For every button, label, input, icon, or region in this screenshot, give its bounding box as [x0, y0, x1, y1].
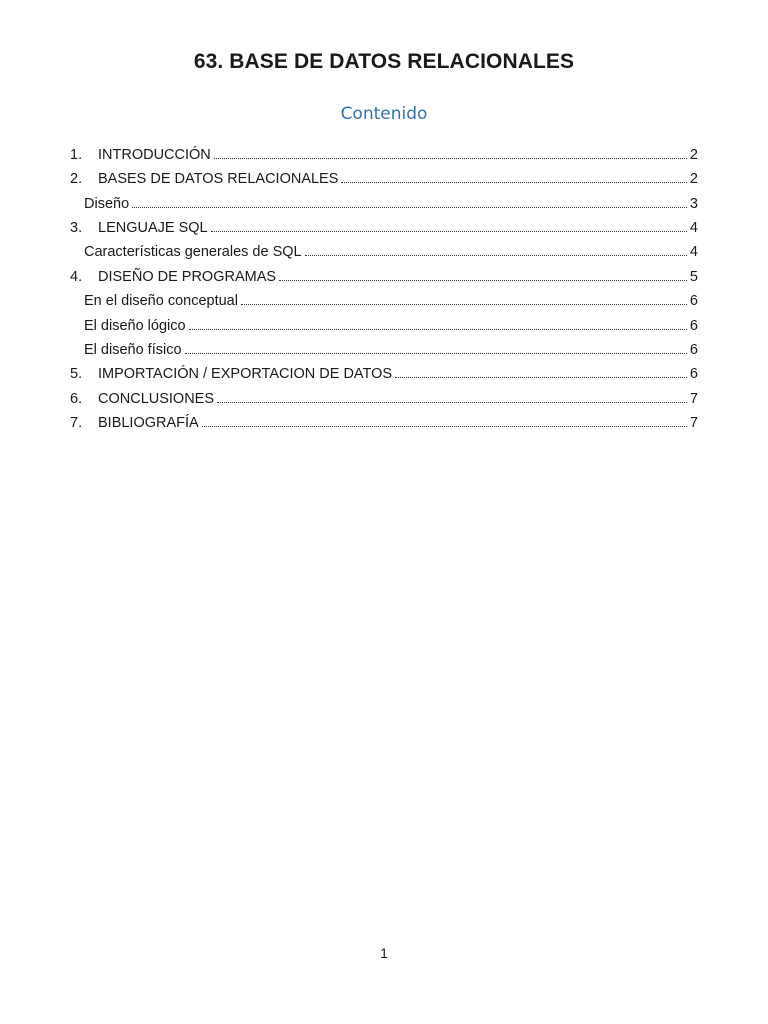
toc-entry-diseno-de-programas[interactable] — [70, 266, 698, 290]
toc-entry-conclusiones[interactable] — [70, 388, 698, 412]
toc-entry-label: INTRODUCCIÓN — [98, 146, 211, 163]
toc-entry-page: 6 — [689, 341, 698, 358]
toc-entry-label: BASES DE DATOS RELACIONALES — [98, 171, 339, 188]
toc-entry-introduccion[interactable] — [70, 144, 698, 168]
toc-dot-leader — [211, 217, 687, 232]
toc-dot-leader — [341, 168, 687, 183]
toc-entry-number: 7. — [70, 415, 83, 432]
toc-dot-leader — [395, 364, 687, 379]
toc-entry-label: BIBLIOGRAFÍA — [98, 415, 199, 432]
table-of-contents — [70, 144, 698, 437]
toc-entry-page: 2 — [689, 171, 698, 188]
toc-entry-label: DISEÑO DE PROGRAMAS — [98, 268, 277, 285]
toc-entry-diseno[interactable] — [70, 193, 698, 217]
toc-dot-leader — [305, 242, 687, 257]
toc-dot-leader — [202, 412, 687, 427]
toc-dot-leader — [185, 339, 687, 354]
toc-entry-diseno-fisico[interactable] — [70, 339, 698, 363]
toc-entry-number: 6. — [70, 390, 83, 407]
toc-entry-page: 2 — [689, 146, 698, 163]
toc-dot-leader — [217, 388, 687, 403]
toc-entry-label: Diseño — [84, 195, 130, 212]
toc-entry-page: 6 — [689, 366, 698, 383]
toc-entry-lenguaje-sql[interactable] — [70, 217, 698, 241]
toc-entry-label: Características generales de SQL — [84, 244, 302, 261]
toc-entry-bibliografia[interactable] — [70, 412, 698, 436]
toc-entry-label: En el diseño conceptual — [84, 293, 238, 310]
toc-entry-page: 7 — [689, 415, 698, 432]
toc-entry-label: CONCLUSIONES — [98, 390, 215, 407]
toc-dot-leader — [189, 315, 687, 330]
toc-entry-diseno-conceptual[interactable] — [70, 290, 698, 314]
toc-entry-label: El diseño físico — [84, 341, 182, 358]
toc-entry-importacion-exportacion[interactable] — [70, 364, 698, 388]
toc-dot-leader — [132, 193, 687, 208]
toc-entry-label: LENGUAJE SQL — [98, 219, 208, 236]
toc-entry-number: 5. — [70, 366, 83, 383]
toc-dot-leader — [214, 144, 687, 159]
toc-entry-number: 4. — [70, 268, 83, 285]
toc-entry-label: IMPORTACIÓN / EXPORTACION DE DATOS — [98, 366, 393, 383]
toc-heading: Contenido — [340, 104, 428, 124]
toc-entry-label: El diseño lógico — [84, 317, 186, 334]
toc-entry-number: 1. — [70, 146, 83, 163]
page-title: 63. BASE DE DATOS RELACIONALES — [193, 50, 575, 73]
toc-entry-page: 7 — [689, 390, 698, 407]
toc-entry-page: 5 — [689, 268, 698, 285]
toc-entry-page: 4 — [689, 244, 698, 261]
toc-entry-diseno-logico[interactable] — [70, 315, 698, 339]
toc-entry-number: 2. — [70, 171, 83, 188]
toc-entry-number: 3. — [70, 219, 83, 236]
toc-entry-caracteristicas-sql[interactable] — [70, 242, 698, 266]
page-number: 1 — [380, 945, 388, 961]
toc-entry-bases-de-datos-relacionales[interactable] — [70, 168, 698, 192]
toc-entry-page: 3 — [689, 195, 698, 212]
toc-entry-page: 6 — [689, 293, 698, 310]
toc-dot-leader — [241, 290, 687, 305]
toc-entry-page: 6 — [689, 317, 698, 334]
toc-entry-page: 4 — [689, 219, 698, 236]
toc-dot-leader — [279, 266, 687, 281]
